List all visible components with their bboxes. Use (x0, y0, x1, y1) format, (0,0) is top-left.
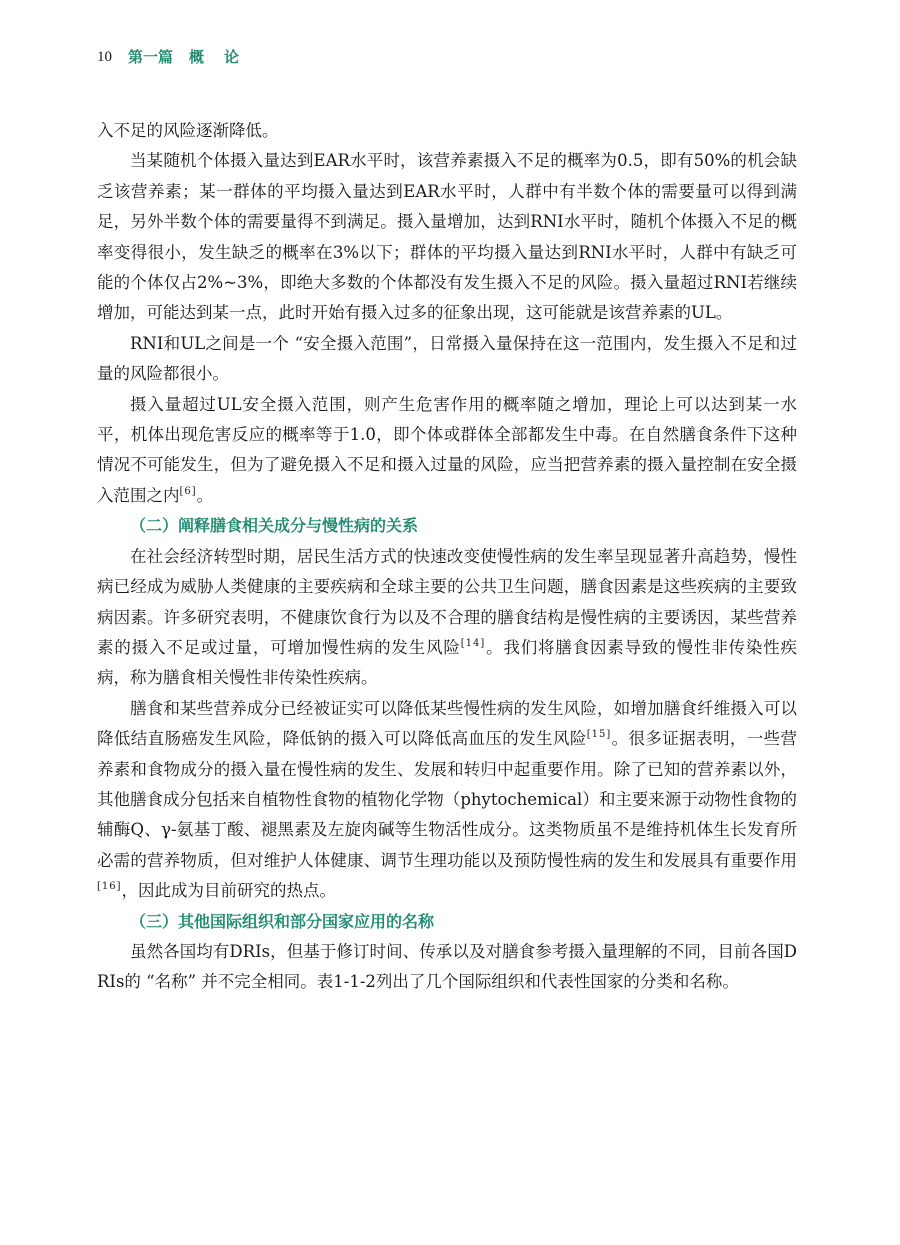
paragraph-text: 在社会经济转型时期，居民生活方式的快速改变使慢性病的发生率呈现显著升高趋势，慢性病已经成为威胁人类健康的主要疾病和全球主要的公共卫生问题，膳食因素是这些疾病的主要致病因素。许多研究表明，不健康饮食行为以及不合理的膳食结构是慢性病的主要诱因，某些营养素的摄入不足或过量，可增加慢性病的发生风险 (97, 546, 797, 657)
paragraph-ul-exceed (97, 390, 797, 512)
citation-ref: [16] (97, 881, 122, 893)
section-heading-chronic-disease: （二）阐释膳食相关成分与慢性病的关系 (130, 516, 419, 536)
paragraph-text: 摄入量超过UL安全摄入范围，则产生危害作用的概率随之增加，理论上可以达到某一水平，机体出现危害反应的概率等于1.0，即个体或群体全部都发生中毒。在自然膳食条件下这种情况不可能发生，但为了避免摄入不足和摄入过量的风险，应当把营养素的摄入量控制在安全摄入范围之内 (97, 394, 797, 505)
section-heading-international-names: （三）其他国际组织和部分国家应用的名称 (130, 911, 435, 931)
paragraph-dris-names: 虽然各国均有DRIs，但基于修订时间、传承以及对膳食参考摄入量理解的不同，目前各国DRIs的 “名称” 并不完全相同。表1-1-2列出了几个国际组织和代表性国家的分类和名称。 (97, 941, 797, 992)
page-body (97, 116, 797, 998)
paragraph-safe-range: RNI和UL之间是一个 “安全摄入范围”，日常摄入量保持在这一范围内，发生摄入不足和过量的风险都很小。 (97, 333, 797, 384)
citation-ref: [14] (460, 637, 486, 649)
paragraph-continuation: 入不足的风险逐渐降低。 (97, 121, 279, 140)
paragraph-ear-rni: 当某随机个体摄入量达到EAR水平时，该营养素摄入不足的概率为0.5，即有50%的机会缺乏该营养素；某一群体的平均摄入量达到EAR水平时，人群中有半数个体的需要量可以得到满足，另外半数个体的需要量得不到满足。摄入量增加，达到RNI水平时，随机个体摄入不足的概率变得很小，发生缺乏的概率在3%以下；群体的平均摄入量达到RNI水平时，人群中有缺乏可能的个体仅占2%~3%，即绝大多数的个体都没有发生摄入不足的风险。摄入量超过RNI若继续增加，可能达到某一点，此时开始有摄入过多的征象出现，这可能就是该营养素的UL。 (97, 151, 797, 323)
citation-ref: [15] (586, 729, 612, 741)
paragraph-text: 。很多证据表明，一些营养素和食物成分的摄入量在慢性病的发生、发展和转归中起重要作用。除了已知的营养素以外，其他膳食成分包括来自植物性食物的植物化学物（phytochemical）和主要来源于动物性食物的辅酶Q、γ-氨基丁酸、褪黑素及左旋肉碱等生物活性成分。这类物质虽不是维持机体生长发育所必需的营养物质，但对维护人体健康、调节生理功能以及预防慢性病的发生和发展具有重要作用 (97, 729, 798, 870)
running-header (97, 46, 259, 68)
paragraph-text: 。我们将膳食因素导致的慢性非传染性疾病，称为膳食相关慢性非传染性疾病。 (97, 637, 798, 688)
paragraph-text: ，因此成为目前研究的热点。 (121, 881, 337, 901)
citation-ref: [6] (179, 485, 197, 497)
paragraph-bioactive (97, 694, 797, 907)
paragraph-text: 膳食和某些营养成分已经被证实可以降低某些慢性病的发生风险，如增加膳食纤维摄入可以降低结直肠癌发生风险，降低钠的摄入可以降低高血压的发生风险 (97, 698, 797, 749)
paragraph-text: 。 (196, 485, 214, 505)
part-label: 第一篇 (128, 48, 174, 66)
part-title: 概论 (189, 48, 260, 66)
page-number: 10 (97, 49, 112, 65)
paragraph-chronic-disease (97, 542, 797, 694)
